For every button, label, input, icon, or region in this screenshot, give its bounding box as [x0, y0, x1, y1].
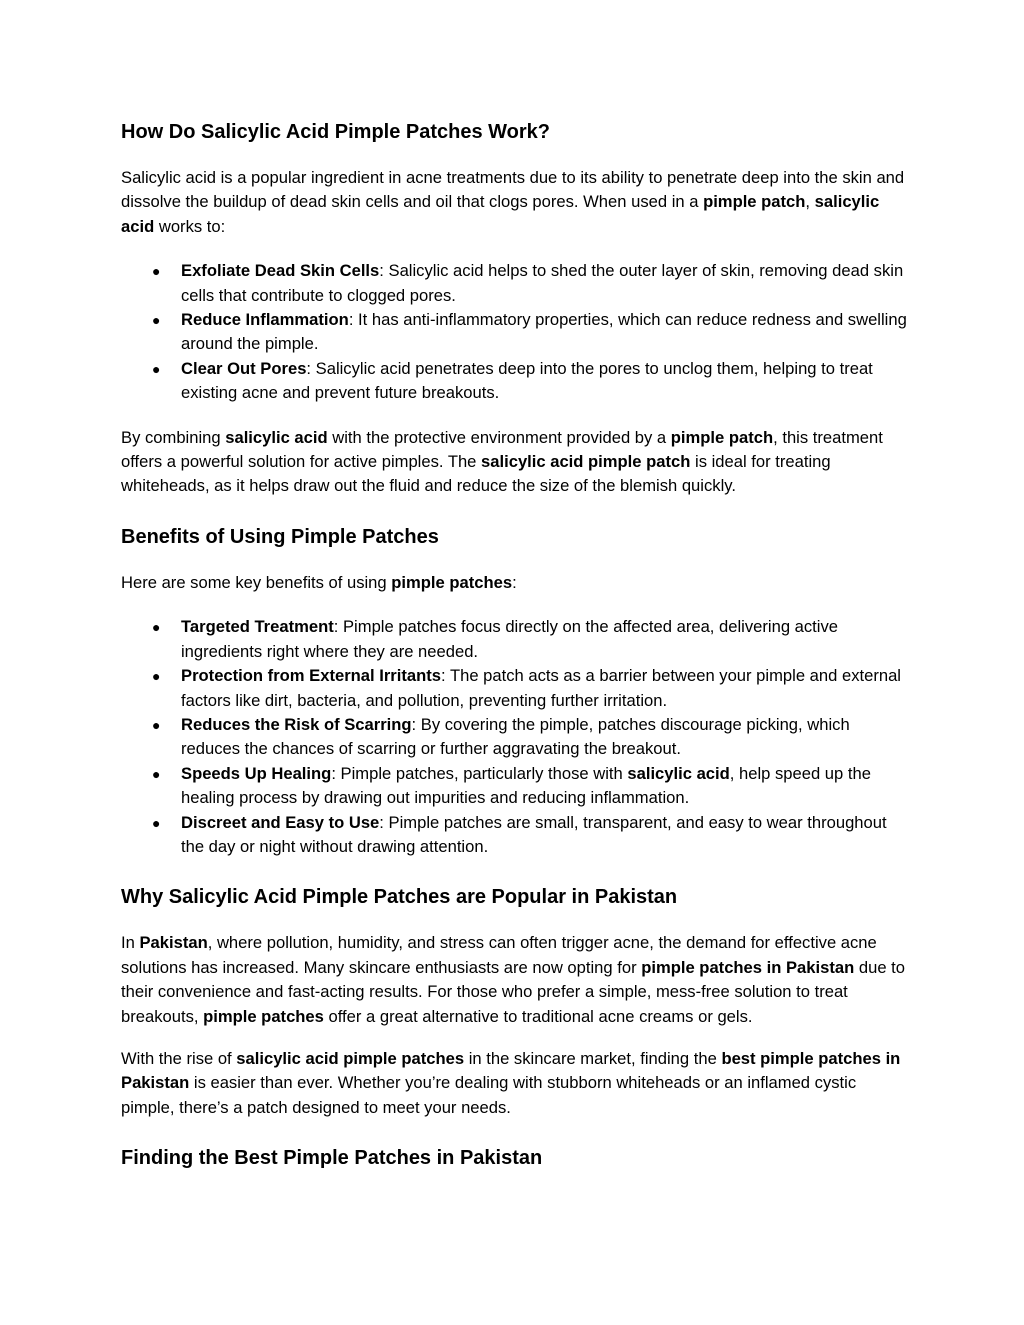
text-run: ,	[805, 192, 815, 212]
text-run: in the skincare market, finding the	[464, 1048, 722, 1068]
list-item-text: : Pimple patches are small, transparent, and easy to wear throughout the day or night without drawing attention.	[181, 812, 887, 856]
bold-run: pimple patch	[670, 427, 774, 447]
text-run: By combining	[121, 427, 226, 447]
list-item-text: : Pimple patches focus directly on the affected area, delivering active ingredients right where they are needed.	[181, 617, 839, 661]
text-run: works to:	[154, 216, 226, 236]
pakistan-paragraph	[121, 931, 911, 1029]
bold-run: salicylic acid	[121, 192, 880, 236]
benefits-intro-paragraph	[121, 571, 911, 595]
bullet-icon: ●	[152, 716, 161, 733]
bullet-icon: ●	[152, 765, 161, 782]
list-item-text: : The patch acts as a barrier between your pimple and external factors like dirt, bacteria, and pollution, preventing further irritation.	[181, 666, 901, 710]
text-run: , this treatment offers a powerful solution for active pimples. The	[121, 427, 883, 472]
list-item-text: : Salicylic acid helps to shed the outer layer of skin, removing dead skin cells that contribute to clogged pores.	[181, 261, 904, 305]
text-run: :	[512, 572, 517, 592]
text-run: With the rise of	[121, 1048, 237, 1068]
rise-paragraph	[121, 1047, 911, 1120]
list-item	[121, 308, 911, 357]
bold-run: pimple patches	[203, 1006, 324, 1026]
text-run: is ideal for treating whiteheads, as it helps draw out the fluid and reduce the size of the blemish quickly.	[121, 452, 831, 496]
text-run: , where pollution, humidity, and stress can often trigger acne, the demand for effective acne solutions has increased. Many skincare enthusiasts are now opting for	[121, 933, 877, 977]
text-run: Here are some key benefits of using	[121, 572, 392, 592]
text-run: Salicylic acid is a popular ingredient in acne treatments due to its ability to penetrate deep into the skin and dissolve the buildup of dead skin cells and oil that clogs pores. When used in a	[121, 168, 905, 212]
bold-run: best pimple patches in Pakistan	[121, 1048, 901, 1093]
list-item	[121, 762, 911, 811]
list-item-text: : Pimple patches, particularly those with	[331, 763, 628, 783]
list-item	[121, 259, 911, 308]
text-run: offer a great alternative to traditional acne creams or gels.	[323, 1006, 753, 1026]
text-run: In	[121, 933, 140, 953]
how-it-works-list	[121, 259, 911, 405]
list-item-text: : It has anti-inflammatory properties, which can reduce redness and swelling around the pimple.	[181, 310, 907, 354]
list-item	[121, 357, 911, 406]
bold-run: Pakistan	[139, 933, 208, 953]
text-run: is easier than ever. Whether you’re dealing with stubborn whiteheads or an inflamed cystic pimple, there’s a patch designed to meet your needs.	[121, 1073, 857, 1117]
document-page	[121, 116, 911, 1174]
list-item-text: : By covering the pimple, patches discourage picking, which reduces the chances of scarring or further aggravating the breakout.	[181, 714, 850, 759]
list-item-title: Reduces the Risk of Scarring	[181, 714, 412, 734]
bullet-icon: ●	[152, 312, 161, 329]
bullet-icon: ●	[152, 668, 161, 685]
bullet-icon: ●	[152, 619, 161, 636]
list-item-title: Speeds Up Healing	[181, 763, 332, 783]
bold-run: pimple patches in Pakistan	[641, 957, 855, 977]
benefits-list	[121, 615, 911, 859]
section-heading-why-popular: Why Salicylic Acid Pimple Patches are Popular in Pakistan	[121, 886, 678, 909]
list-item-text: : Salicylic acid penetrates deep into the pores to unclog them, helping to treat existing acne and prevent future breakouts.	[181, 358, 873, 403]
bold-run: pimple patch	[703, 192, 806, 212]
text-run: with the protective environment provided by a	[327, 427, 671, 447]
list-item-title: Targeted Treatment	[181, 617, 334, 637]
list-item	[121, 811, 911, 860]
bold-run: salicylic acid	[627, 763, 730, 783]
bullet-icon: ●	[152, 263, 161, 280]
text-run: due to their convenience and fast-acting results. For those who prefer a simple, mess-free solution to treat breakouts,	[121, 957, 905, 1026]
bullet-icon: ●	[152, 814, 161, 831]
bold-run: pimple patches	[391, 572, 513, 592]
list-item-title: Protection from External Irritants	[181, 666, 442, 686]
list-item-title: Clear Out Pores	[181, 358, 307, 378]
bold-run: salicylic acid pimple patches	[236, 1048, 465, 1068]
list-item-text: , help speed up the healing process by drawing out impurities and reducing inflammation.	[181, 763, 871, 808]
bold-run: salicylic acid	[225, 427, 328, 447]
intro-paragraph	[121, 166, 911, 239]
list-item-title: Discreet and Easy to Use	[181, 812, 380, 832]
section-heading-finding-best: Finding the Best Pimple Patches in Pakistan	[121, 1147, 543, 1170]
section-heading-how-it-works: How Do Salicylic Acid Pimple Patches Work?	[121, 121, 551, 143]
combining-paragraph	[121, 426, 911, 499]
list-item	[121, 664, 911, 713]
list-item	[121, 713, 911, 762]
bold-run: salicylic acid pimple patch	[481, 452, 691, 472]
list-item-title: Reduce Inflammation	[181, 310, 349, 330]
list-item-title: Exfoliate Dead Skin Cells	[181, 261, 380, 281]
section-heading-benefits: Benefits of Using Pimple Patches	[121, 525, 439, 548]
bullet-icon: ●	[152, 360, 161, 377]
list-item	[121, 615, 911, 664]
